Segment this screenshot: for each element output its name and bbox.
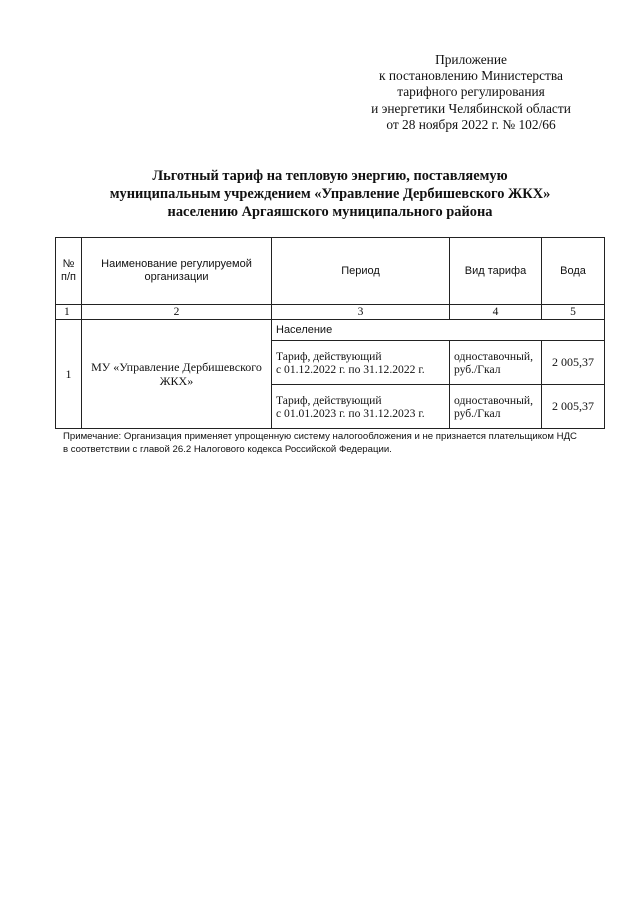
organization-name: МУ «Управление Дербишевского ЖКХ» [82,320,272,429]
title-line: муниципальным учреждением «Управление Дербишевского ЖКХ» [109,186,551,202]
annex-header [330,52,612,133]
period-cell [272,385,450,429]
tariff-table [55,237,605,429]
annex-line: и энергетики Челябинской области [371,100,571,116]
period-cell [272,341,450,385]
period-label: Тариф, действующий [276,393,382,407]
annex-line: тарифного регулирования [397,84,545,100]
tariff-type: одноставочный, [454,349,533,363]
period-dates: с 01.01.2023 г. по 31.12.2023 г. [276,406,425,420]
annex-line: к постановлению Министерства [379,68,563,84]
table-row [56,320,605,341]
header-cell-tariff-type: Вид тарифа [450,238,542,305]
title-line: населению Аргаяшского муниципального района [167,204,493,220]
consumer-group: Население [272,320,605,341]
document-title [40,167,620,221]
header-cell-water: Вода [542,238,605,305]
annex-line: Приложение [435,52,507,67]
header-cell-period: Период [272,238,450,305]
column-number: 3 [272,305,450,320]
annex-line: от 28 ноября 2022 г. № 102/66 [386,116,556,132]
row-number: 1 [56,320,82,429]
footnote-line: Примечание: Организация применяет упрощенную систему налогообложения и не признается плательщиком НДС [63,431,577,442]
column-number: 1 [56,305,82,320]
tariff-type: одноставочный, [454,393,533,407]
column-number-row [56,305,605,320]
column-number: 2 [82,305,272,320]
column-number: 5 [542,305,605,320]
title-line: Льготный тариф на тепловую энергию, поставляемую [152,168,508,184]
footnote [63,431,603,456]
tariff-unit: руб./Гкал [454,362,501,376]
tariff-type-cell [450,341,542,385]
footnote-line: в соответствии с главой 26.2 Налогового кодекса Российской Федерации. [63,443,392,455]
tariff-unit: руб./Гкал [454,406,501,420]
header-cell-number: № п/п [56,238,82,305]
period-dates: с 01.12.2022 г. по 31.12.2022 г. [276,362,425,376]
tariff-type-cell [450,385,542,429]
water-value: 2 005,37 [542,341,605,385]
period-label: Тариф, действующий [276,349,382,363]
header-cell-organization: Наименование регулируемой организации [82,238,272,305]
column-number: 4 [450,305,542,320]
table-header-row [56,238,605,305]
water-value: 2 005,37 [542,385,605,429]
